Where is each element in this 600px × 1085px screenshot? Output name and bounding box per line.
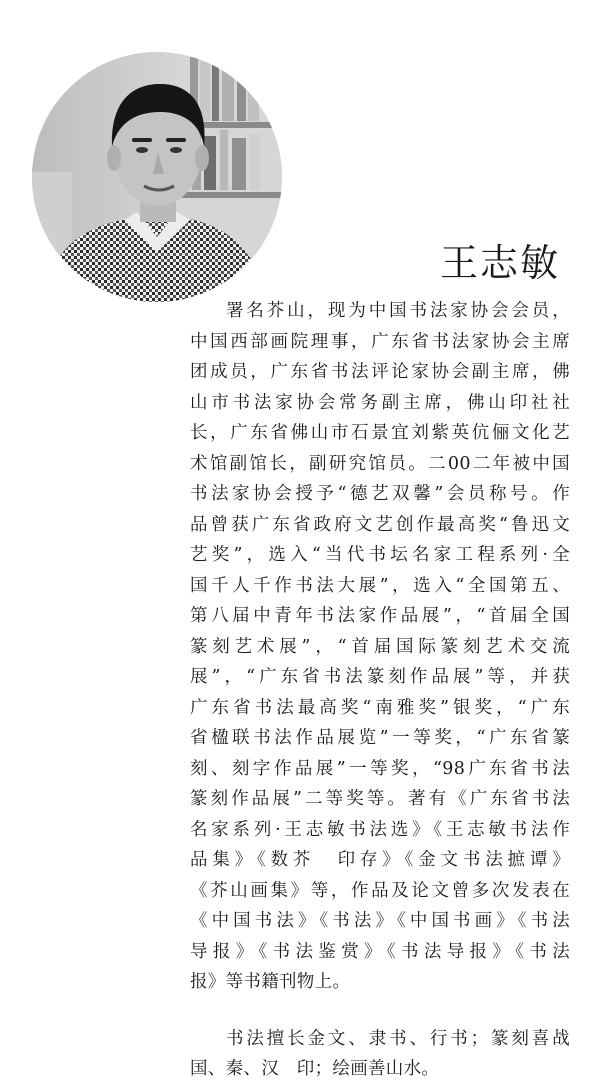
bio-line: 山市书法家协会常务副主席，佛山印社社 bbox=[190, 392, 570, 413]
bio-line: 报》等书籍刊物上。 bbox=[190, 972, 351, 992]
bio-line: 长，广东省佛山市石景宜刘紫英伉俪文化艺 bbox=[190, 423, 570, 443]
bio-line: 展”，“广东省书法篆刻作品展”等，并获 bbox=[190, 667, 570, 687]
bio-line: 书法家协会授予“德艺双馨”会员称号。作 bbox=[190, 484, 570, 504]
bio-line: 《芥山画集》等，作品及论文曾多次发表在 bbox=[190, 880, 570, 901]
bio-line: 署名芥山，现为中国书法家协会会员， bbox=[226, 301, 570, 321]
bio-line: 广东省书法最高奖“南雅奖”银奖，“广东 bbox=[190, 697, 570, 718]
portrait-photo bbox=[32, 52, 282, 302]
bio-line: 篆刻艺术展”，“首届国际篆刻艺术交流 bbox=[190, 636, 570, 657]
bio-line: 第八届中青年书法家作品展”，“首届全国 bbox=[190, 606, 570, 626]
bio-line: 《中国书法》《书法》《中国书画》《书法 bbox=[190, 911, 570, 931]
bio-line: 名家系列·王志敏书法选》《王志敏书法作 bbox=[190, 819, 570, 840]
bio-line: 品集》《数芥 印存》《金文书法摭谭》 bbox=[190, 850, 570, 870]
bio-line: 书法擅长金文、隶书、行书；篆刻喜战 bbox=[226, 1028, 570, 1049]
bio-line: 刻、刻字作品展”一等奖，“98广东省书法 bbox=[190, 758, 570, 779]
bio-line: 艺奖”，选入“当代书坛名家工程系列·全 bbox=[190, 545, 570, 565]
bio-line: 导报》《书法鉴赏》《书法导报》《书法 bbox=[190, 941, 570, 962]
bio-line: 篆刻作品展”二等奖等。著有《广东省书法 bbox=[190, 789, 570, 809]
biography bbox=[190, 296, 570, 1085]
bio-line: 国千人千作书法大展”，选入“全国第五、 bbox=[190, 575, 570, 596]
bio-line: 国、秦、汉 印；绘画善山水。 bbox=[190, 1059, 440, 1079]
bio-line: 术馆副馆长，副研究馆员。二00二年被中国 bbox=[190, 453, 570, 474]
bio-line: 中国西部画院理事，广东省书法家协会主席 bbox=[190, 331, 570, 352]
bio-line: 品曾获广东省政府文艺创作最高奖“鲁迅文 bbox=[190, 514, 570, 535]
author-portrait bbox=[32, 52, 282, 302]
bio-line: 团成员，广东省书法评论家协会副主席，佛 bbox=[190, 362, 570, 382]
bio-line: 省楹联书法作品展览”一等奖，“广东省篆 bbox=[190, 728, 570, 748]
paragraph-gap bbox=[190, 998, 570, 1024]
author-name: 王志敏 bbox=[440, 241, 561, 285]
